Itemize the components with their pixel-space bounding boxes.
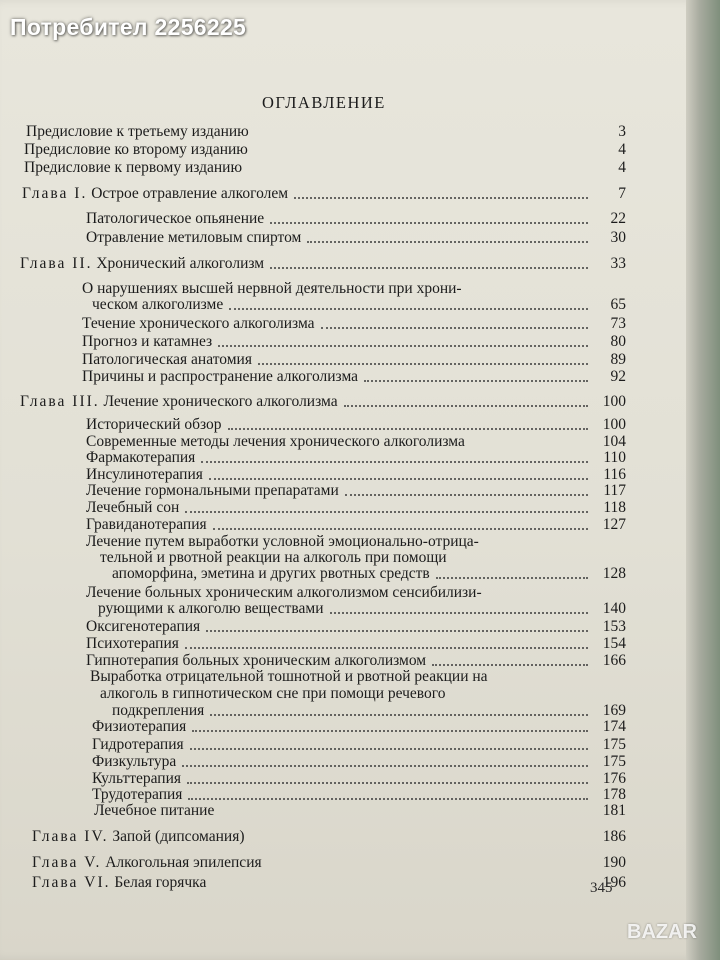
toc-entry-page: 104 bbox=[602, 433, 626, 450]
toc-entry bbox=[98, 598, 626, 618]
toc-entry bbox=[112, 563, 626, 583]
toc-entry-page: 89 bbox=[610, 351, 626, 368]
toc-entry-title: Острое отравление алкоголем bbox=[91, 185, 289, 202]
toc-entry-page: 33 bbox=[610, 255, 626, 272]
toc-entry-title: Оксигенотерапия bbox=[86, 618, 201, 635]
toc-entry-page: 65 bbox=[610, 296, 626, 313]
toc-chapter-entry bbox=[20, 391, 626, 411]
toc-entry-title: Причины и распространение алкоголизма bbox=[82, 368, 359, 385]
toc-entry-title: Исторический обзор bbox=[86, 416, 222, 433]
toc-chapter-entry bbox=[32, 872, 626, 892]
toc-entry bbox=[86, 227, 626, 247]
toc-entry-title: Патологическое опьянение bbox=[86, 210, 265, 227]
toc-entry-title: Течение хронического алкоголизма bbox=[82, 315, 315, 332]
toc-chapter-entry bbox=[32, 852, 626, 872]
toc-entry-page: 127 bbox=[602, 516, 626, 533]
toc-entry-page: 80 bbox=[610, 333, 626, 350]
toc-entry-page: 100 bbox=[602, 416, 626, 433]
toc-entry-title: Современные методы лечения хронического алкоголизма bbox=[86, 433, 465, 450]
toc-entry-page: 110 bbox=[603, 449, 626, 466]
chapter-label: Глава II. bbox=[20, 255, 93, 272]
toc-entry-title: Физиотерапия bbox=[92, 718, 187, 735]
toc-entry-page: 186 bbox=[602, 828, 626, 845]
toc-entry-title: Фармакотерапия bbox=[86, 449, 196, 466]
toc-entry-title: Прогноз и катамнез bbox=[82, 333, 213, 350]
toc-entry-page: 117 bbox=[603, 482, 626, 499]
toc-entry-page: 116 bbox=[603, 466, 626, 483]
toc-entry-page: 30 bbox=[610, 229, 626, 246]
toc-entry-page: 175 bbox=[602, 736, 626, 753]
toc-entry-page: 140 bbox=[602, 600, 626, 617]
toc-entry-page: 100 bbox=[602, 393, 626, 410]
toc-entry-page: 154 bbox=[602, 635, 626, 652]
toc-entry-title: Патологическая анатомия bbox=[82, 351, 252, 368]
toc-entry-title: Психотерапия bbox=[86, 635, 179, 652]
toc-entry-title: Инсулинотерапия bbox=[86, 466, 203, 483]
toc-entry-page: 153 bbox=[602, 618, 626, 635]
page-edge bbox=[686, 0, 720, 960]
toc-entry-title: Лечение хронического алкоголизма bbox=[103, 393, 338, 410]
toc-chapter-entry bbox=[22, 183, 626, 203]
toc-entry-page: 22 bbox=[610, 210, 626, 227]
toc-entry-title: Гидротерапия bbox=[92, 736, 184, 753]
toc-entry-title: Алкогольная эпилепсия bbox=[105, 854, 262, 871]
toc-entry-title: Лечение путем выработки условной эмоционально-отрица- bbox=[86, 533, 479, 550]
toc-entry-page: 92 bbox=[610, 368, 626, 385]
toc-entry bbox=[82, 313, 626, 333]
toc-entry bbox=[24, 157, 626, 177]
toc-entry-title: О нарушениях высшей нервной деятельности при хрони- bbox=[82, 280, 462, 297]
toc-entry-title: Трудотерапия bbox=[92, 786, 183, 803]
toc-entry-title: Предисловие к третьему изданию bbox=[26, 123, 249, 140]
toc-entry-title: тельной и рвотной реакции на алкоголь при помощи bbox=[100, 549, 447, 566]
toc-entry-page: 4 bbox=[618, 141, 626, 158]
toc-entry-page: 128 bbox=[602, 565, 626, 582]
toc-entry-page: 190 bbox=[602, 854, 626, 871]
toc-entry-title: Гравиданотерапия bbox=[86, 516, 207, 533]
toc-entry bbox=[26, 121, 626, 141]
toc-chapter-entry bbox=[20, 253, 626, 273]
toc-entry-title: Лечебный сон bbox=[86, 499, 180, 516]
toc-entry bbox=[82, 331, 626, 351]
toc-entry-title: Физкультура bbox=[92, 753, 177, 770]
toc-entry-title: Запой (дипсомания) bbox=[112, 828, 245, 845]
toc-entry-title: подкрепления bbox=[112, 702, 205, 719]
toc-entry bbox=[92, 716, 626, 736]
toc-entry-page: 178 bbox=[602, 786, 626, 803]
toc-entry-page: 166 bbox=[602, 652, 626, 669]
toc-entry bbox=[94, 800, 626, 820]
toc-entry-page: 4 bbox=[618, 159, 626, 176]
chapter-label: Глава I. bbox=[22, 185, 88, 202]
toc-entry-title: Хронический алкоголизм bbox=[96, 255, 265, 272]
toc-entry-title: Лечение больных хроническим алкоголизмом сенсибилизи- bbox=[86, 584, 482, 601]
toc-entry bbox=[82, 366, 626, 386]
toc-entry-page: 169 bbox=[602, 702, 626, 719]
toc-entry-title: ческом алкоголизме bbox=[92, 296, 224, 313]
page-title: ОГЛАВЛЕНИЕ bbox=[262, 93, 386, 112]
page-number: 345 bbox=[590, 880, 613, 896]
toc-entry bbox=[92, 294, 626, 314]
toc-entry-title: Выработка отрицательной тошнотной и рвотной реакции на bbox=[90, 668, 488, 685]
toc-entry-page: 7 bbox=[618, 185, 626, 202]
toc-entry-title: апоморфина, эметина и других рвотных средств bbox=[112, 565, 430, 582]
toc-entry-title: Белая горячка bbox=[114, 874, 207, 891]
site-logo: BAZAR bbox=[627, 920, 697, 943]
chapter-label: Глава III. bbox=[20, 393, 100, 410]
user-watermark: Потребител 2256225 bbox=[10, 14, 247, 40]
chapter-label: Глава V. bbox=[32, 854, 102, 871]
toc-entry-title: Отравление метиловым спиртом bbox=[86, 229, 302, 246]
toc-entry-title: Культтерапия bbox=[92, 770, 182, 787]
toc-entry-title: рующими к алкоголю веществами bbox=[98, 600, 324, 617]
toc-entry-title: алкоголь в гипнотическом сне при помощи речевого bbox=[100, 685, 446, 702]
toc-entry-title: Предисловие к первому изданию bbox=[24, 159, 243, 176]
toc-entry-title: Лечение гормональными препаратами bbox=[86, 482, 339, 499]
toc-entry-page: 118 bbox=[603, 499, 626, 516]
toc-entry-page: 175 bbox=[602, 753, 626, 770]
toc-entry-page: 73 bbox=[610, 315, 626, 332]
toc-entry-title: Предисловие ко второму изданию bbox=[24, 141, 248, 158]
toc-entry-title: Лечебное питание bbox=[94, 802, 215, 819]
toc-entry bbox=[24, 139, 626, 159]
toc-chapter-entry bbox=[32, 826, 626, 846]
toc-entry-page: 176 bbox=[602, 770, 626, 787]
toc-entry-page: 174 bbox=[602, 718, 626, 735]
toc-entry-page: 181 bbox=[602, 802, 626, 819]
toc-entry-page: 196 bbox=[602, 874, 626, 891]
chapter-label: Глава VI. bbox=[32, 874, 111, 891]
toc-entry bbox=[86, 208, 626, 228]
toc-entry-title: Гипнотерапия больных хроническим алкоголизмом bbox=[86, 652, 427, 669]
chapter-label: Глава IV. bbox=[32, 828, 109, 845]
toc-entry-page: 3 bbox=[618, 123, 626, 140]
